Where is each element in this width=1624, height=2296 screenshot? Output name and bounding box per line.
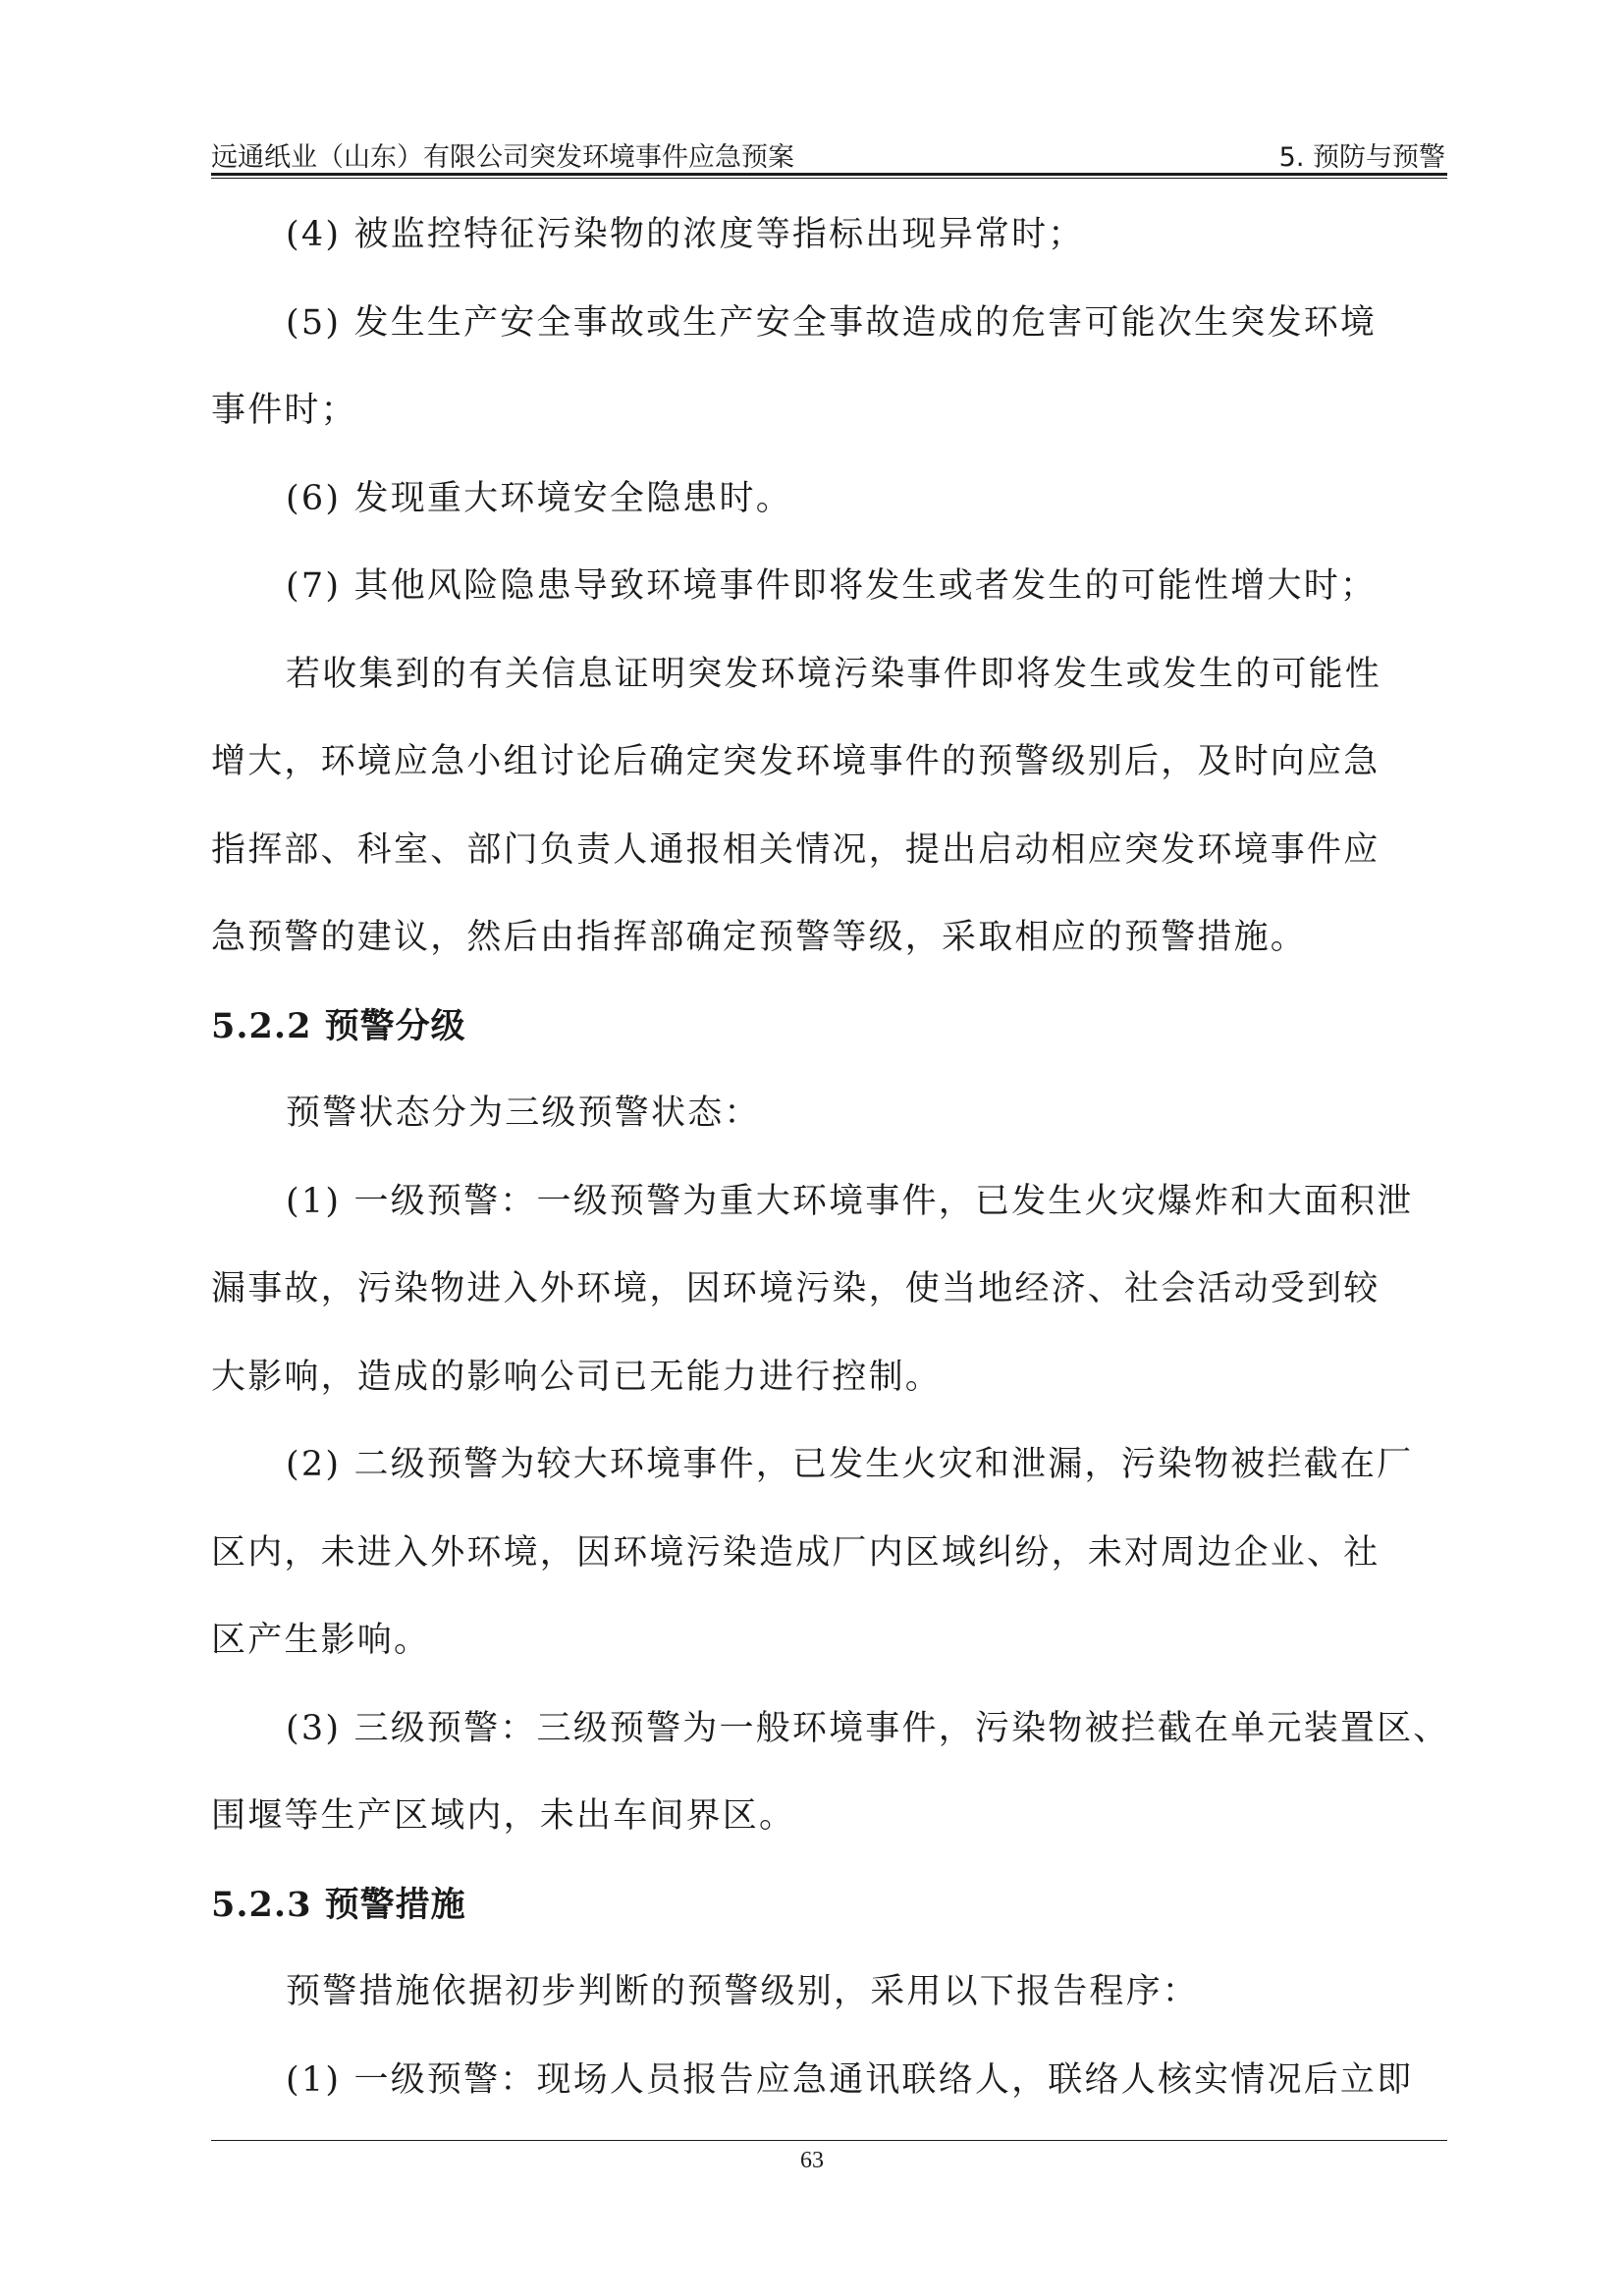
paragraph-line: (5) 发生生产安全事故或生产安全事故造成的危害可能次生突发环境 <box>286 302 1378 343</box>
paragraph-line: (6) 发现重大环境安全隐患时。 <box>286 478 792 518</box>
header-document-title: 远通纸业（山东）有限公司突发环境事件应急预案 <box>211 142 794 173</box>
paragraph-line: 区产生影响。 <box>211 1621 431 1660</box>
section-heading: 5.2.2 预警分级 <box>211 1005 466 1046</box>
paragraph-line: (3) 三级预警：三级预警为一般环境事件，污染物被拦截在单元装置区、 <box>286 1708 1450 1748</box>
page-number: 63 <box>800 2148 824 2173</box>
paragraph-line: 事件时； <box>211 391 357 430</box>
header-rule <box>211 173 1447 176</box>
paragraph-line: 漏事故，污染物进入外环境，因环境污染，使当地经济、社会活动受到较 <box>211 1269 1380 1308</box>
footer-rule <box>211 2140 1447 2141</box>
paragraph-line: 指挥部、科室、部门负责人通报相关情况，提出启动相应突发环境事件应 <box>211 829 1380 870</box>
paragraph-line: (1) 一级预警：现场人员报告应急通讯联络人，联络人核实情况后立即 <box>286 2059 1414 2100</box>
paragraph-line: 围堰等生产区域内，未出车间界区。 <box>211 1796 796 1836</box>
header-section-title: 5. 预防与预警 <box>1278 142 1445 173</box>
paragraph-line: 预警措施依据初步判断的预警级别，采用以下报告程序： <box>286 1972 1200 2011</box>
paragraph-line: (7) 其他风险隐患导致环境事件即将发生或者发生的可能性增大时； <box>286 566 1378 606</box>
paragraph-line: 急预警的建议，然后由指挥部确定预警等级，采取相应的预警措施。 <box>211 918 1308 957</box>
paragraph-line: (2) 二级预警为较大环境事件，已发生火灾和泄漏，污染物被拦截在厂 <box>286 1445 1414 1484</box>
section-heading: 5.2.3 预警措施 <box>211 1884 466 1925</box>
paragraph-line: (4) 被监控特征污染物的浓度等指标出现异常时； <box>286 215 1085 254</box>
paragraph-line: 若收集到的有关信息证明突发环境污染事件即将发生或发生的可能性 <box>286 654 1382 694</box>
paragraph-line: 区内，未进入外环境，因环境污染造成厂内区域纠纷，未对周边企业、社 <box>211 1532 1380 1573</box>
paragraph-line: 预警状态分为三级预警状态： <box>286 1094 761 1133</box>
paragraph-line: (1) 一级预警：一级预警为重大环境事件，已发生火灾爆炸和大面积泄 <box>286 1181 1414 1221</box>
paragraph-line: 增大，环境应急小组讨论后确定突发环境事件的预警级别后，及时向应急 <box>211 742 1380 781</box>
header-rule-thin <box>211 178 1447 179</box>
page-header <box>211 130 1447 173</box>
document-body <box>211 191 1450 2124</box>
paragraph-line: 大影响，造成的影响公司已无能力进行控制。 <box>211 1357 943 1397</box>
